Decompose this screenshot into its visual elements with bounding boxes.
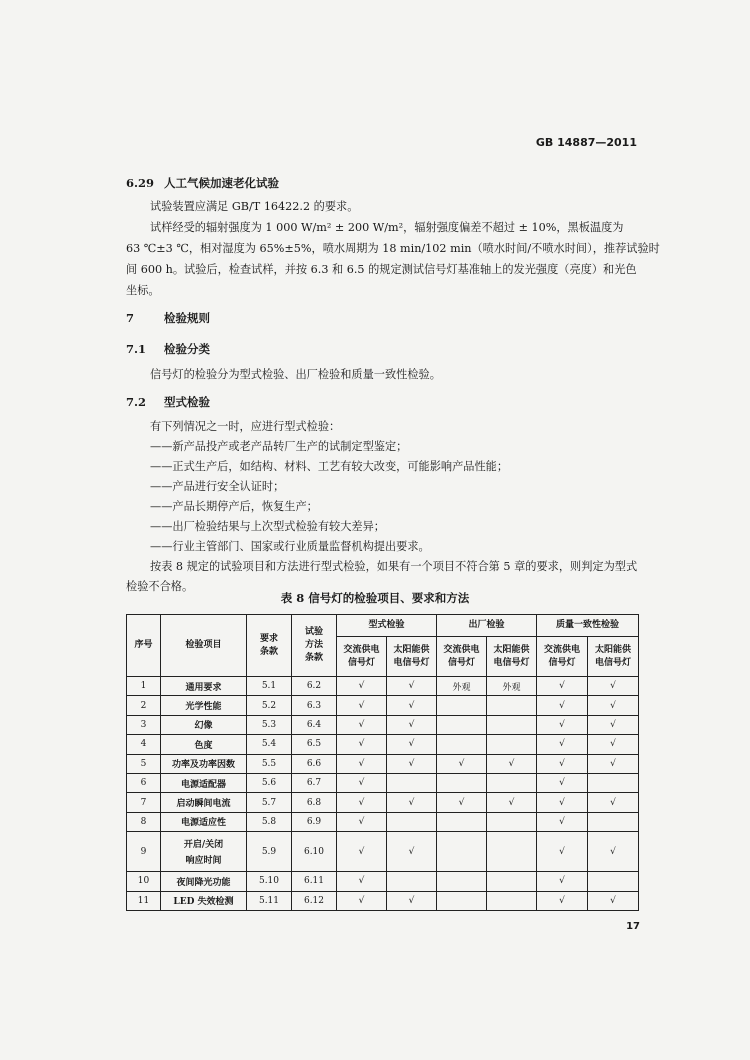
cell-method: 6.12 xyxy=(292,891,337,910)
cell-method: 6.11 xyxy=(292,872,337,891)
section-6-29-heading xyxy=(126,175,279,191)
cell-check xyxy=(387,773,437,792)
header-text: 方法 xyxy=(304,640,323,650)
cell-check: √ xyxy=(387,715,437,734)
cell-item: 功率及功率因数 xyxy=(161,754,247,773)
cell-check: √ xyxy=(537,677,588,696)
cell-check: √ xyxy=(487,754,537,773)
cell-check: √ xyxy=(537,773,588,792)
cell-check xyxy=(487,773,537,792)
section-number: 7.2 xyxy=(126,395,147,409)
table-row xyxy=(127,793,639,812)
cell-item: 电源适应性 xyxy=(161,812,247,831)
paragraph-line: 坐标。 xyxy=(126,284,160,297)
cell-seq: 6 xyxy=(127,773,161,792)
cell-check: √ xyxy=(387,793,437,812)
header-text: 太阳能供 xyxy=(393,644,430,655)
cell-check: √ xyxy=(537,832,588,872)
list-item: ——行业主管部门、国家或行业质量监督机构提出要求。 xyxy=(150,540,430,553)
cell-item-line: 响应时间 xyxy=(185,856,222,867)
section-number: 7.1 xyxy=(126,342,147,356)
cell-check xyxy=(487,872,537,891)
cell-check: √ xyxy=(537,793,588,812)
cell-check xyxy=(437,735,487,754)
header-solar xyxy=(588,637,639,677)
cell-check xyxy=(588,872,639,891)
header-text: 交流供电 xyxy=(443,644,480,655)
cell-item: 电源适配器 xyxy=(161,773,247,792)
header-type-test: 型式检验 xyxy=(337,615,437,637)
cell-check: 外观 xyxy=(437,677,487,696)
cell-check xyxy=(487,832,537,872)
cell-check xyxy=(437,812,487,831)
cell-seq: 11 xyxy=(127,891,161,910)
cell-check xyxy=(487,735,537,754)
paragraph-line: 有下列情况之一时，应进行型式检验： xyxy=(150,420,341,433)
section-title: 人工气候加速老化试验 xyxy=(164,176,280,190)
paragraph-line: 试验装置应满足 GB/T 16422.2 的要求。 xyxy=(150,200,359,213)
cell-check xyxy=(387,812,437,831)
cell-check: √ xyxy=(337,872,387,891)
section-number: 6.29 xyxy=(126,176,155,190)
cell-check xyxy=(437,715,487,734)
cell-check xyxy=(437,891,487,910)
cell-check xyxy=(487,891,537,910)
header-ac xyxy=(337,637,387,677)
cell-req: 5.4 xyxy=(247,735,292,754)
cell-item: 夜间降光功能 xyxy=(161,872,247,891)
header-seq: 序号 xyxy=(127,615,161,677)
cell-check: √ xyxy=(588,677,639,696)
table-row xyxy=(127,812,639,831)
cell-check: √ xyxy=(588,793,639,812)
cell-check: √ xyxy=(537,812,588,831)
cell-check: √ xyxy=(588,735,639,754)
cell-req: 5.10 xyxy=(247,872,292,891)
cell-check: 外观 xyxy=(487,677,537,696)
cell-check: √ xyxy=(387,754,437,773)
cell-check xyxy=(437,872,487,891)
paragraph-line: 检验不合格。 xyxy=(126,580,194,593)
cell-method: 6.10 xyxy=(292,832,337,872)
cell-check: √ xyxy=(537,696,588,715)
section-7-heading xyxy=(126,310,210,326)
cell-check: √ xyxy=(537,715,588,734)
list-item: ——出厂检验结果与上次型式检验有较大差异； xyxy=(150,520,385,533)
section-title: 检验分类 xyxy=(164,342,211,356)
header-text: 信号灯 xyxy=(448,657,476,668)
paragraph-line: 间 600 h。试验后，检查试样，并按 6.3 和 6.5 的规定测试信号灯基准轴上的发光强度（亮度）和光色 xyxy=(126,263,637,276)
cell-seq: 1 xyxy=(127,677,161,696)
cell-req: 5.7 xyxy=(247,793,292,812)
standard-code: GB 14887—2011 xyxy=(535,136,637,149)
header-solar xyxy=(487,637,537,677)
cell-seq: 4 xyxy=(127,735,161,754)
inspection-table xyxy=(126,614,639,911)
cell-method: 6.7 xyxy=(292,773,337,792)
cell-req: 5.9 xyxy=(247,832,292,872)
paragraph-line: 按表 8 规定的试验项目和方法进行型式检验，如果有一个项目不符合第 5 章的要求，则判定为型式 xyxy=(150,560,638,573)
cell-check: √ xyxy=(387,832,437,872)
cell-check xyxy=(588,773,639,792)
header-text: 太阳能供 xyxy=(595,644,632,655)
cell-req: 5.8 xyxy=(247,812,292,831)
header-item: 检验项目 xyxy=(161,615,247,677)
cell-check xyxy=(437,773,487,792)
cell-method: 6.2 xyxy=(292,677,337,696)
cell-check xyxy=(487,696,537,715)
list-item: ——产品长期停产后，恢复生产； xyxy=(150,500,318,513)
page-number: 17 xyxy=(626,921,640,932)
cell-check: √ xyxy=(437,793,487,812)
cell-seq: 5 xyxy=(127,754,161,773)
cell-check xyxy=(487,812,537,831)
cell-check: √ xyxy=(588,832,639,872)
cell-check: √ xyxy=(387,891,437,910)
cell-seq: 10 xyxy=(127,872,161,891)
header-text: 电信号灯 xyxy=(595,657,632,668)
cell-seq: 9 xyxy=(127,832,161,872)
cell-check xyxy=(437,696,487,715)
header-text: 信号灯 xyxy=(347,657,375,668)
paragraph-line: 试样经受的辐射强度为 1 000 W/m² ± 200 W/m²，辐射强度偏差不超过 ± 10%，黑板温度为 xyxy=(150,221,624,234)
table-body xyxy=(127,677,639,911)
cell-check: √ xyxy=(337,735,387,754)
list-item: ——新产品投产或老产品转厂生产的试制定型鉴定； xyxy=(150,440,408,453)
cell-check: √ xyxy=(337,677,387,696)
table-row xyxy=(127,832,639,872)
cell-req: 5.1 xyxy=(247,677,292,696)
header-text: 太阳能供 xyxy=(493,644,530,655)
cell-item: 幻像 xyxy=(161,715,247,734)
cell-check: √ xyxy=(537,891,588,910)
table-row xyxy=(127,891,639,910)
list-item: ——产品进行安全认证时； xyxy=(150,480,285,493)
cell-check: √ xyxy=(537,735,588,754)
cell-seq: 2 xyxy=(127,696,161,715)
section-title: 检验规则 xyxy=(164,311,211,325)
cell-check: √ xyxy=(537,754,588,773)
cell-seq: 8 xyxy=(127,812,161,831)
paragraph-line: 信号灯的检验分为型式检验、出厂检验和质量一致性检验。 xyxy=(150,368,441,381)
cell-check: √ xyxy=(337,696,387,715)
cell-item: 通用要求 xyxy=(161,677,247,696)
cell-check: √ xyxy=(487,793,537,812)
table-header xyxy=(127,615,639,677)
cell-method: 6.3 xyxy=(292,696,337,715)
cell-item: LED 失效检测 xyxy=(161,891,247,910)
cell-method: 6.9 xyxy=(292,812,337,831)
header-text: 条款 xyxy=(304,653,323,663)
table-caption: 表 8 信号灯的检验项目、要求和方法 xyxy=(280,591,470,605)
header-text: 信号灯 xyxy=(548,657,576,668)
cell-method: 6.6 xyxy=(292,754,337,773)
cell-req: 5.2 xyxy=(247,696,292,715)
table-row xyxy=(127,754,639,773)
header-text: 试验 xyxy=(304,627,323,637)
cell-check: √ xyxy=(437,754,487,773)
cell-item-line: 开启/关闭 xyxy=(183,840,224,851)
table-row xyxy=(127,773,639,792)
list-item: ——正式生产后，如结构、材料、工艺有较大改变，可能影响产品性能； xyxy=(150,460,509,473)
cell-check xyxy=(387,872,437,891)
cell-check xyxy=(487,715,537,734)
header-ac xyxy=(437,637,487,677)
cell-check: √ xyxy=(387,735,437,754)
cell-method: 6.5 xyxy=(292,735,337,754)
table-row xyxy=(127,696,639,715)
cell-req: 5.5 xyxy=(247,754,292,773)
cell-check: √ xyxy=(588,754,639,773)
cell-check: √ xyxy=(337,812,387,831)
header-text: 交流供电 xyxy=(544,644,581,655)
header-method xyxy=(292,615,337,677)
cell-item xyxy=(161,832,247,872)
cell-req: 5.6 xyxy=(247,773,292,792)
cell-check xyxy=(588,812,639,831)
table-row xyxy=(127,872,639,891)
header-ac xyxy=(537,637,588,677)
table-row xyxy=(127,677,639,696)
header-factory-test: 出厂检验 xyxy=(437,615,537,637)
cell-check: √ xyxy=(337,754,387,773)
header-text: 要求 xyxy=(259,633,278,644)
cell-item: 光学性能 xyxy=(161,696,247,715)
header-text: 电信号灯 xyxy=(493,657,530,668)
cell-check: √ xyxy=(387,696,437,715)
paragraph-line: 63 ℃±3 ℃，相对湿度为 65%±5%，喷水周期为 18 min/102 min（喷水时间/不喷水时间），推荐试验时 xyxy=(126,242,660,255)
section-7-1-heading xyxy=(126,341,210,357)
header-text: 条款 xyxy=(259,646,278,657)
section-title: 型式检验 xyxy=(164,395,211,409)
cell-seq: 3 xyxy=(127,715,161,734)
table-row xyxy=(127,715,639,734)
cell-check: √ xyxy=(337,891,387,910)
header-text: 电信号灯 xyxy=(393,657,430,668)
cell-req: 5.11 xyxy=(247,891,292,910)
cell-seq: 7 xyxy=(127,793,161,812)
cell-check: √ xyxy=(588,891,639,910)
cell-method: 6.4 xyxy=(292,715,337,734)
header-solar xyxy=(387,637,437,677)
cell-check: √ xyxy=(588,715,639,734)
table-row xyxy=(127,735,639,754)
cell-method: 6.8 xyxy=(292,793,337,812)
cell-item: 启动瞬间电流 xyxy=(161,793,247,812)
cell-check: √ xyxy=(337,715,387,734)
cell-check: √ xyxy=(588,696,639,715)
header-text: 交流供电 xyxy=(343,644,380,655)
header-quality-test: 质量一致性检验 xyxy=(537,615,639,637)
section-7-2-heading xyxy=(126,394,210,410)
cell-check: √ xyxy=(337,793,387,812)
cell-check xyxy=(437,832,487,872)
cell-item: 色度 xyxy=(161,735,247,754)
header-requirement xyxy=(247,615,292,677)
cell-check: √ xyxy=(537,872,588,891)
cell-req: 5.3 xyxy=(247,715,292,734)
cell-check: √ xyxy=(387,677,437,696)
section-number: 7 xyxy=(126,311,135,325)
cell-check: √ xyxy=(337,773,387,792)
cell-check: √ xyxy=(337,832,387,872)
